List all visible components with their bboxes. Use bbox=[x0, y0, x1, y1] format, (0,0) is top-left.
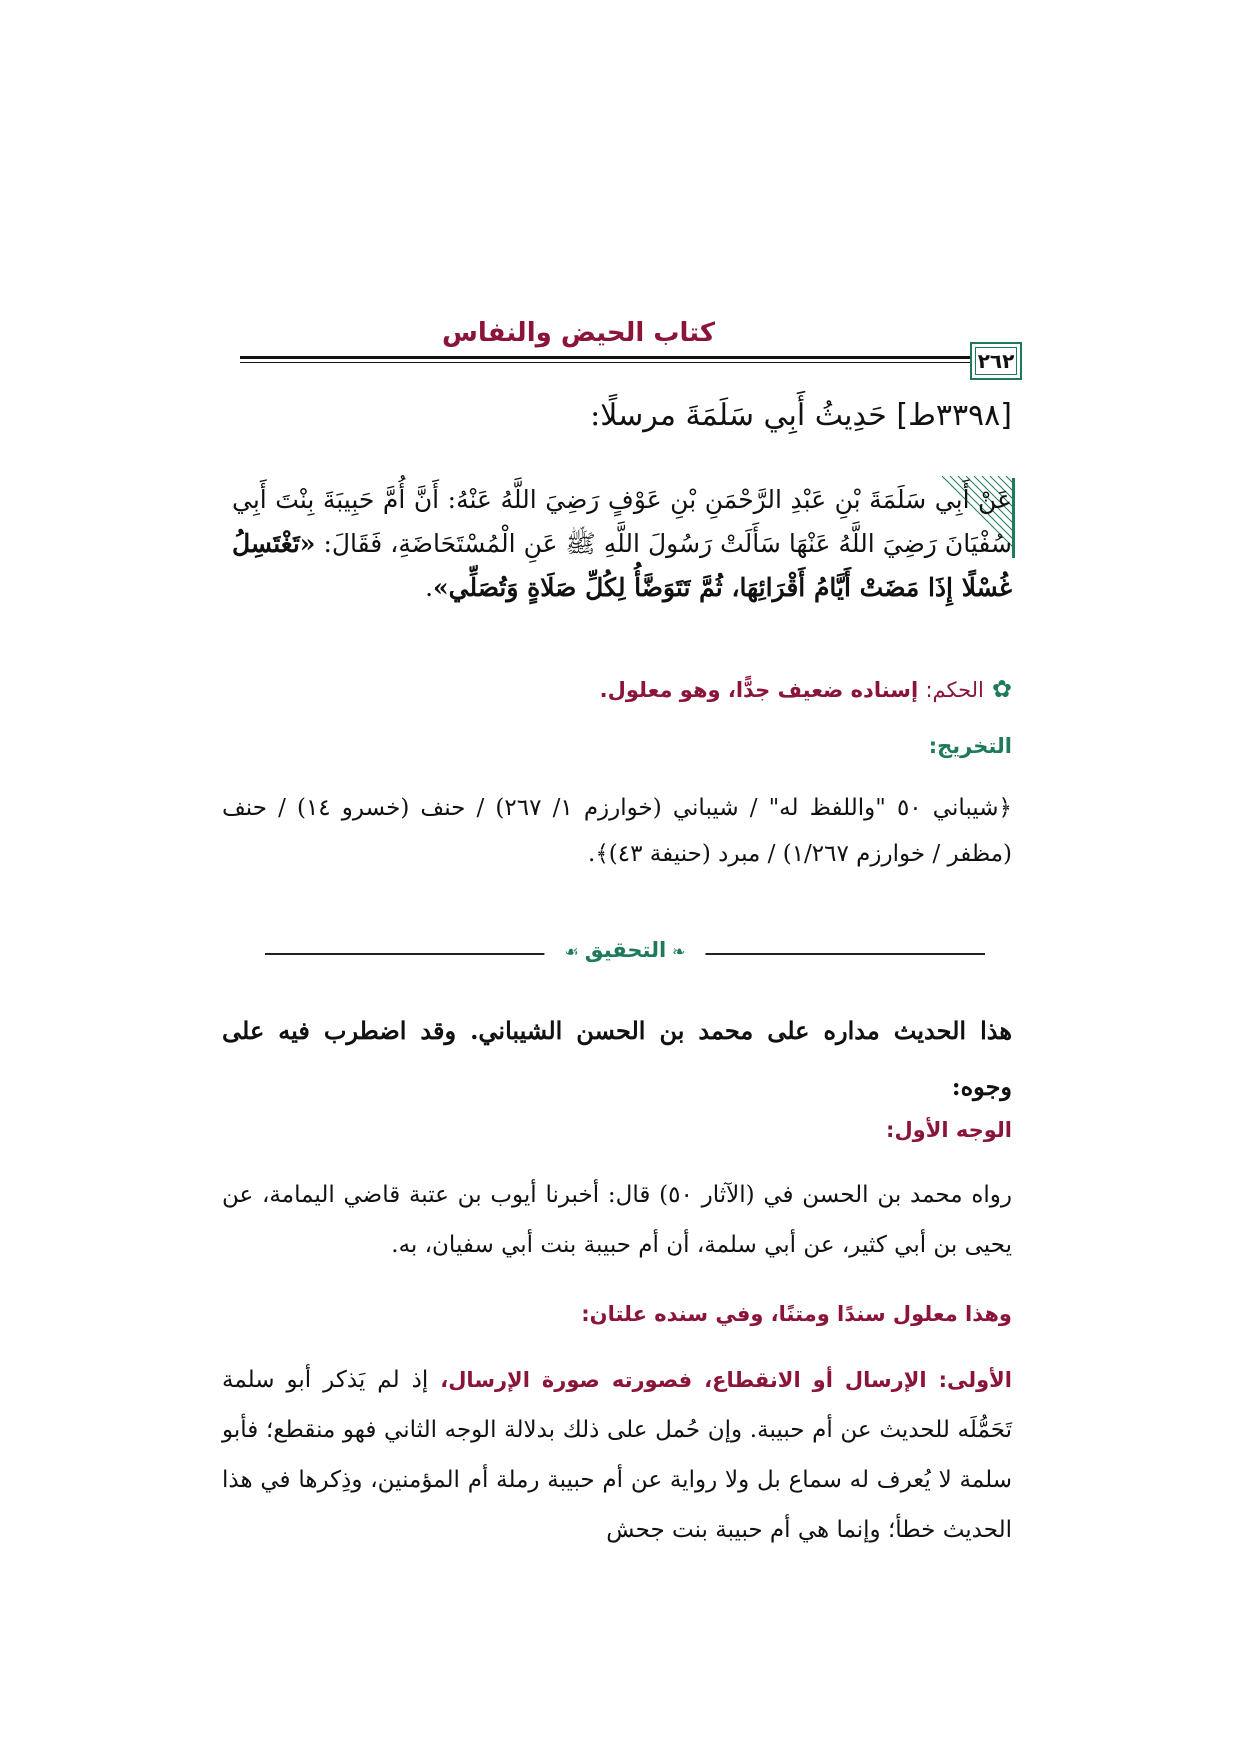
ornament-icon: ❧ bbox=[672, 942, 686, 961]
section-heading-first: الوجه الأول: bbox=[886, 1118, 1012, 1142]
paragraph-first: رواه محمد بن الحسن في (الآثار ٥٠) قال: أخبرنا أيوب بن عتبة قاضي اليمامة، عن يحيى بن أبي كثير، عن أبي سلمة، أن أم حبيبة بنت أبي سفيان، به. bbox=[222, 1182, 1012, 1258]
paragraph-intro: هذا الحديث مداره على محمد بن الحسن الشيباني. وقد اضطرب فيه على وجوه: bbox=[222, 1016, 1012, 1101]
sources-text: ﴿شيباني ٥٠ "واللفظ له" / شيباني (خوارزم ١/ ٢٦٧) / حنف (خسرو ١٤) / حنف (مظفر / خوارزم ١/٢٦٧) / مبرد (حنيفة ٤٣)﴾. bbox=[222, 795, 1012, 867]
section-divider bbox=[265, 938, 985, 968]
header-rule-thin bbox=[240, 362, 1015, 363]
box-side-bar bbox=[1012, 478, 1015, 558]
page-number: ٢٦٢ bbox=[977, 349, 1015, 373]
ornament-icon: ☙ bbox=[564, 942, 579, 961]
page-number-frame bbox=[970, 342, 1022, 380]
page-header bbox=[240, 318, 1015, 390]
section-heading-defects: وهذا معلول سندًا ومتنًا، وفي سنده علتان: bbox=[581, 1302, 1012, 1326]
chapter-title: كتاب الحيض والنفاس bbox=[441, 318, 715, 348]
hadith-narration: عَنْ أَبِي سَلَمَةَ بْنِ عَبْدِ الرَّحْمَنِ بْنِ عَوْفٍ رَضِيَ اللَّهُ عَنْهُ: أَنَّ أُمَّ حَبِيبَةَ بِنْتَ أَبِي سُفْيَانَ رَضِيَ اللَّهُ عَنْهَا سَأَلَتْ رَسُولَ اللَّهِ ﷺ عَنِ الْمُسْتَحَاضَةِ، فَقَالَ: bbox=[232, 485, 1012, 558]
ruling-label: الحكم: bbox=[925, 678, 984, 702]
ruling-text: إسناده ضعيف جدًّا، وهو معلول. bbox=[599, 678, 919, 702]
header-rule bbox=[240, 356, 1015, 359]
divider-label: التحقيق bbox=[584, 938, 667, 962]
hadith-title-text: حَدِيثُ أَبِي سَلَمَةَ مرسلًا: bbox=[590, 398, 887, 433]
hadith-quote: «تَغْتَسِلُ غُسْلًا إِذَا مَضَتْ أَيَّامُ أَقْرَائِهَا، ثُمَّ تَتَوَضَّأُ لِكُلِّ صَلَاةٍ وَتُصَلِّي» bbox=[232, 529, 1012, 602]
ruling-line bbox=[600, 675, 1012, 703]
defect-text: إذ لم يَذكر أبو سلمة تَحَمُّلَه للحديث عن أم حبيبة. وإن حُمل على ذلك بدلالة الوجه الثاني فهو منقطع؛ فأبو سلمة لا يُعرف له سماع بل ولا رواية عن أم حبيبة رملة أم المؤمنين، وذِكرها في هذا الحديث خطأ؛ وإنما هي أم حبيبة بنت جحش bbox=[222, 1367, 1012, 1543]
flower-icon: ✿ bbox=[991, 675, 1012, 703]
hadith-title bbox=[590, 398, 1012, 433]
hadith-ref: [٣٣٩٨ط] bbox=[896, 398, 1012, 433]
divider-title bbox=[544, 938, 705, 962]
hadith-text bbox=[232, 478, 1012, 610]
takhrij-heading: التخريج: bbox=[928, 734, 1012, 758]
defect-lead: الأولى: الإرسال أو الانقطاع، فصورته صورة الإرسال، bbox=[440, 1368, 1012, 1392]
paragraph-defects bbox=[222, 1355, 1012, 1555]
hadith-end: . bbox=[425, 573, 434, 602]
